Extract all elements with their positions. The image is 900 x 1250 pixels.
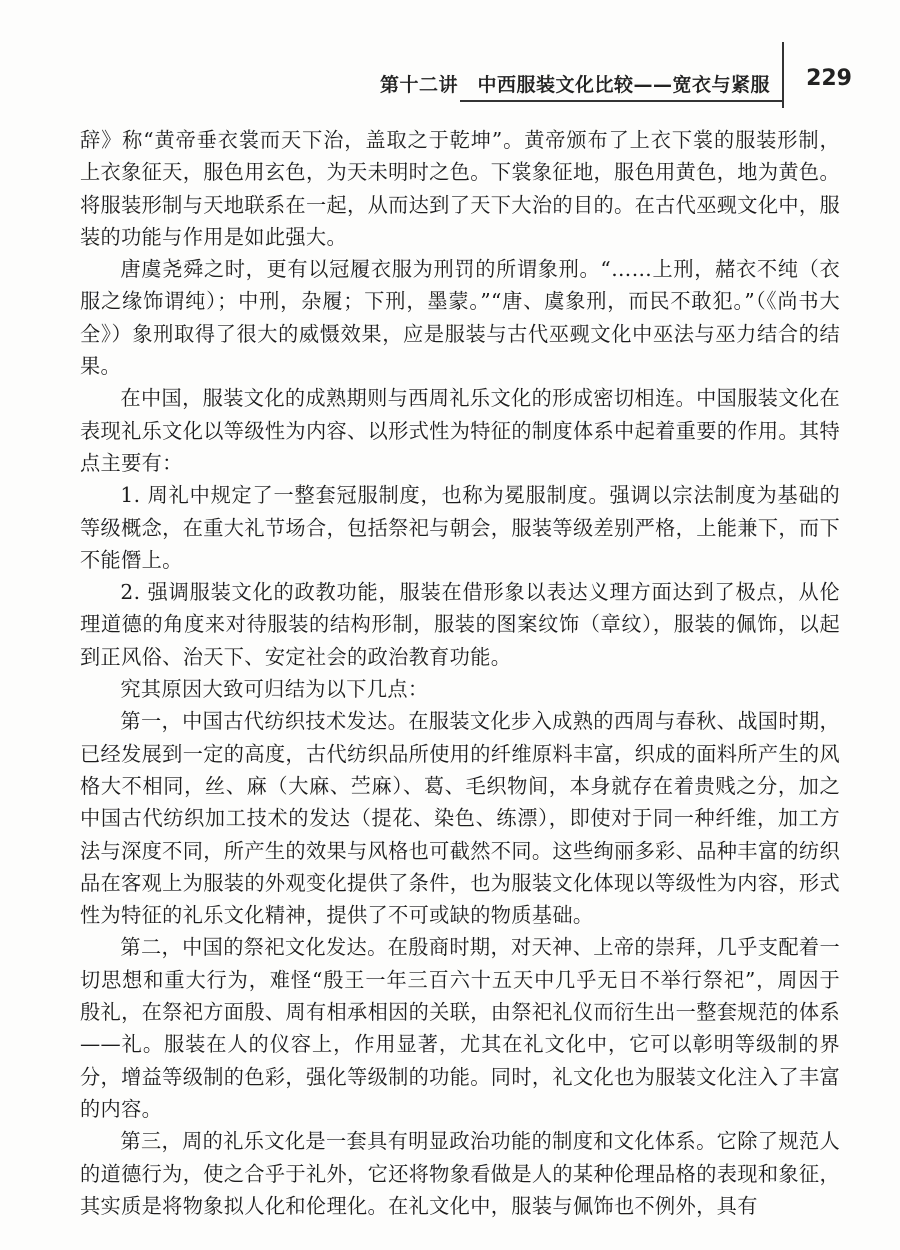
paragraph-7: 第一，中国古代纺织技术发达。在服装文化步入成熟的西周与春秋、战国时期，已经发展到一定的高度，古代纺织品所使用的纤维原料丰富，织成的面料所产生的风格大不相同，丝、麻（大麻、苎麻）、葛、毛织物间，本身就存在着贵贱之分，加之中国古代纺织加工技术的发达（提花、染色、练漂），即使对于同一种纤维，加工方法与深度不同，所产生的效果与风格也可截然不同。这些绚丽多彩、品种丰富的纺织品在客观上为服装的外观变化提供了条件，也为服装文化体现以等级性为内容，形式性为特征的礼乐文化精神，提供了不可或缺的物质基础。 [80, 709, 840, 928]
body-text [80, 124, 840, 1222]
paragraph-8: 第二，中国的祭祀文化发达。在殷商时期，对天神、上帝的崇拜，几乎支配着一切思想和重大行为，难怪“殷王一年三百六十五天中几乎无日不举行祭祀”，周因于殷礼，在祭祀方面殷、周有相承相因的关联，由祭祀礼仪而衍生出一整套规范的体系——礼。服装在人的仪容上，作用显著，尤其在礼文化中，它可以彰明等级制的界分，增益等级制的色彩，强化等级制的功能。同时，礼文化也为服装文化注入了丰富的内容。 [80, 935, 840, 1121]
paragraph-3: 在中国，服装文化的成熟期则与西周礼乐文化的形成密切相连。中国服装文化在表现礼乐文化以等级性为内容、以形式性为特征的制度体系中起着重要的作用。其特点主要有： [80, 386, 840, 475]
header-vertical-rule [782, 42, 784, 108]
paragraph-1: 辞》称“黄帝垂衣裳而天下治，盖取之于乾坤”。黄帝颁布了上衣下裳的服装形制，上衣象征天，服色用玄色，为天未明时之色。下裳象征地，服色用黄色，地为黄色。将服装形制与天地联系在一起，从而达到了天下大治的目的。在古代巫觋文化中，服装的功能与作用是如此强大。 [80, 128, 840, 249]
paragraph-5: 2. 强调服装文化的政教功能，服装在借形象以表达义理方面达到了极点，从伦理道德的角度来对待服装的结构形制，服装的图案纹饰（章纹），服装的佩饰，以起到正风俗、治天下、安定社会的政治教育功能。 [80, 580, 840, 669]
running-header [80, 62, 860, 106]
paragraph-6: 究其原因大致可归结为以下几点： [120, 677, 429, 702]
paragraph-2: 唐虞尧舜之时，更有以冠履衣服为刑罚的所谓象刑。“……上刑，赭衣不纯（衣服之缘饰谓纯）；中刑，杂履；下刑，墨蒙。”“唐、虞象刑，而民不敢犯。”（《尚书大全》）象刑取得了很大的威慑效果，应是服装与古代巫觋文化中巫法与巫力结合的结果。 [80, 257, 840, 379]
header-horizontal-rule [460, 100, 784, 102]
page-number: 229 [806, 66, 852, 91]
paragraph-9: 第三，周的礼乐文化是一套具有明显政治功能的制度和文化体系。它除了规范人的道德行为，使之合乎于礼外，它还将物象看做是人的某种伦理品格的表现和象征，其实质是将物象拟人化和伦理化。在礼文化中，服装与佩饰也不例外，具有 [80, 1129, 840, 1218]
paragraph-4: 1. 周礼中规定了一整套冠服制度，也称为冕服制度。强调以宗法制度为基础的等级概念，在重大礼节场合，包括祭祀与朝会，服装等级差别严格，上能兼下，而下不能僭上。 [80, 483, 840, 572]
chapter-title: 第十二讲 中西服装文化比较——宽衣与紧服 [379, 74, 770, 96]
